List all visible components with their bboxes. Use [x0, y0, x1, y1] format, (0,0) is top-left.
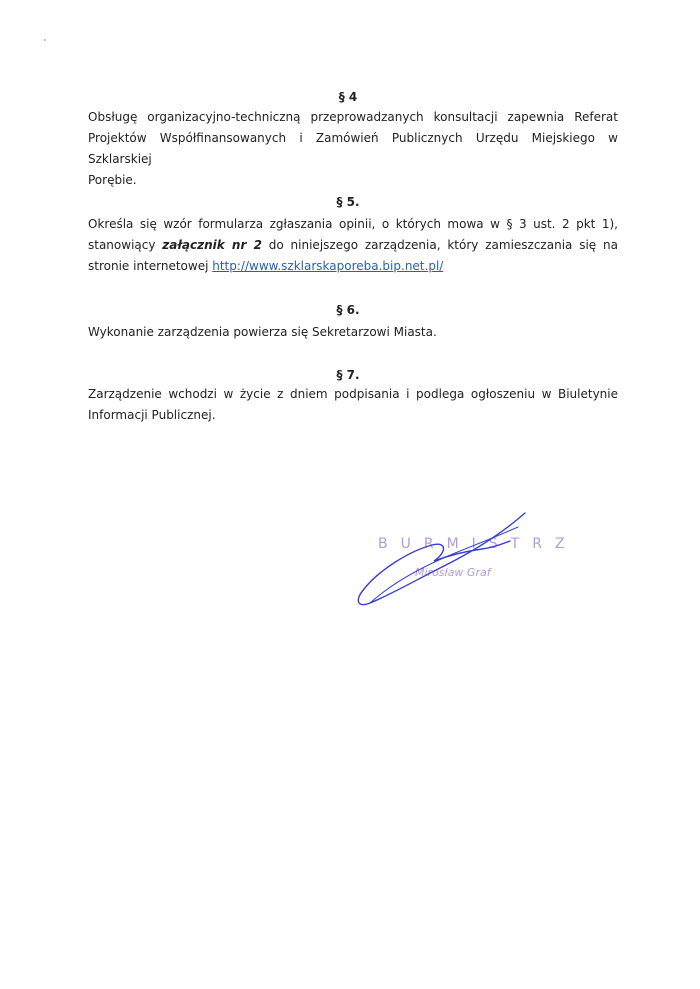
- mayor-stamp-name: Mirosław Graf: [415, 566, 491, 579]
- section-4-line-1: Obsługę organizacyjno-techniczną przeprowadzanych konsultacji zapewnia Referat: [88, 110, 618, 124]
- section-4-heading: § 4: [338, 90, 358, 104]
- section-5-heading: § 5.: [336, 195, 360, 209]
- section-4-text: [88, 107, 618, 191]
- section-7-line-1: Zarządzenie wchodzi w życie z dniem podpisania i podlega ogłoszeniu w Biuletynie: [88, 387, 618, 401]
- section-4-line-2: Projektów Współfinansowanych i Zamówień Publicznych Urzędu Miejskiego w Szklarskiej: [88, 131, 618, 166]
- section-6-heading: § 6.: [336, 303, 360, 317]
- section-7-text: [88, 384, 618, 426]
- section-4-line-3: Porębie.: [88, 173, 137, 187]
- bip-link[interactable]: http://www.szklarskaporeba.bip.net.pl/: [212, 259, 444, 273]
- section-6-text: [88, 322, 618, 343]
- section-5-line-2: [88, 235, 618, 256]
- section-5-line-1: Określa się wzór formularza zgłaszania opinii, o których mowa w § 3 ust. 2 pkt 1),: [88, 217, 618, 231]
- attachment-reference: załącznik nr 2: [162, 238, 262, 252]
- section-5-line-3-pre: stronie internetowej: [88, 259, 213, 273]
- section-5-line-2-pre: stanowiący: [88, 238, 163, 252]
- section-7-line-2: Informacji Publicznej.: [88, 408, 216, 422]
- section-7-heading: § 7.: [336, 368, 360, 382]
- scan-speck: [44, 39, 46, 41]
- handwritten-signature-icon: [350, 505, 550, 615]
- section-6-line-1: Wykonanie zarządzenia powierza się Sekretarzowi Miasta.: [88, 325, 437, 339]
- section-5-line-3: [88, 256, 618, 277]
- section-5-text: [88, 214, 618, 277]
- mayor-stamp-title: BURMISTRZ: [378, 536, 578, 552]
- section-5-line-2-post: do niniejszego zarządzenia, który zamieszczania się na: [261, 238, 618, 252]
